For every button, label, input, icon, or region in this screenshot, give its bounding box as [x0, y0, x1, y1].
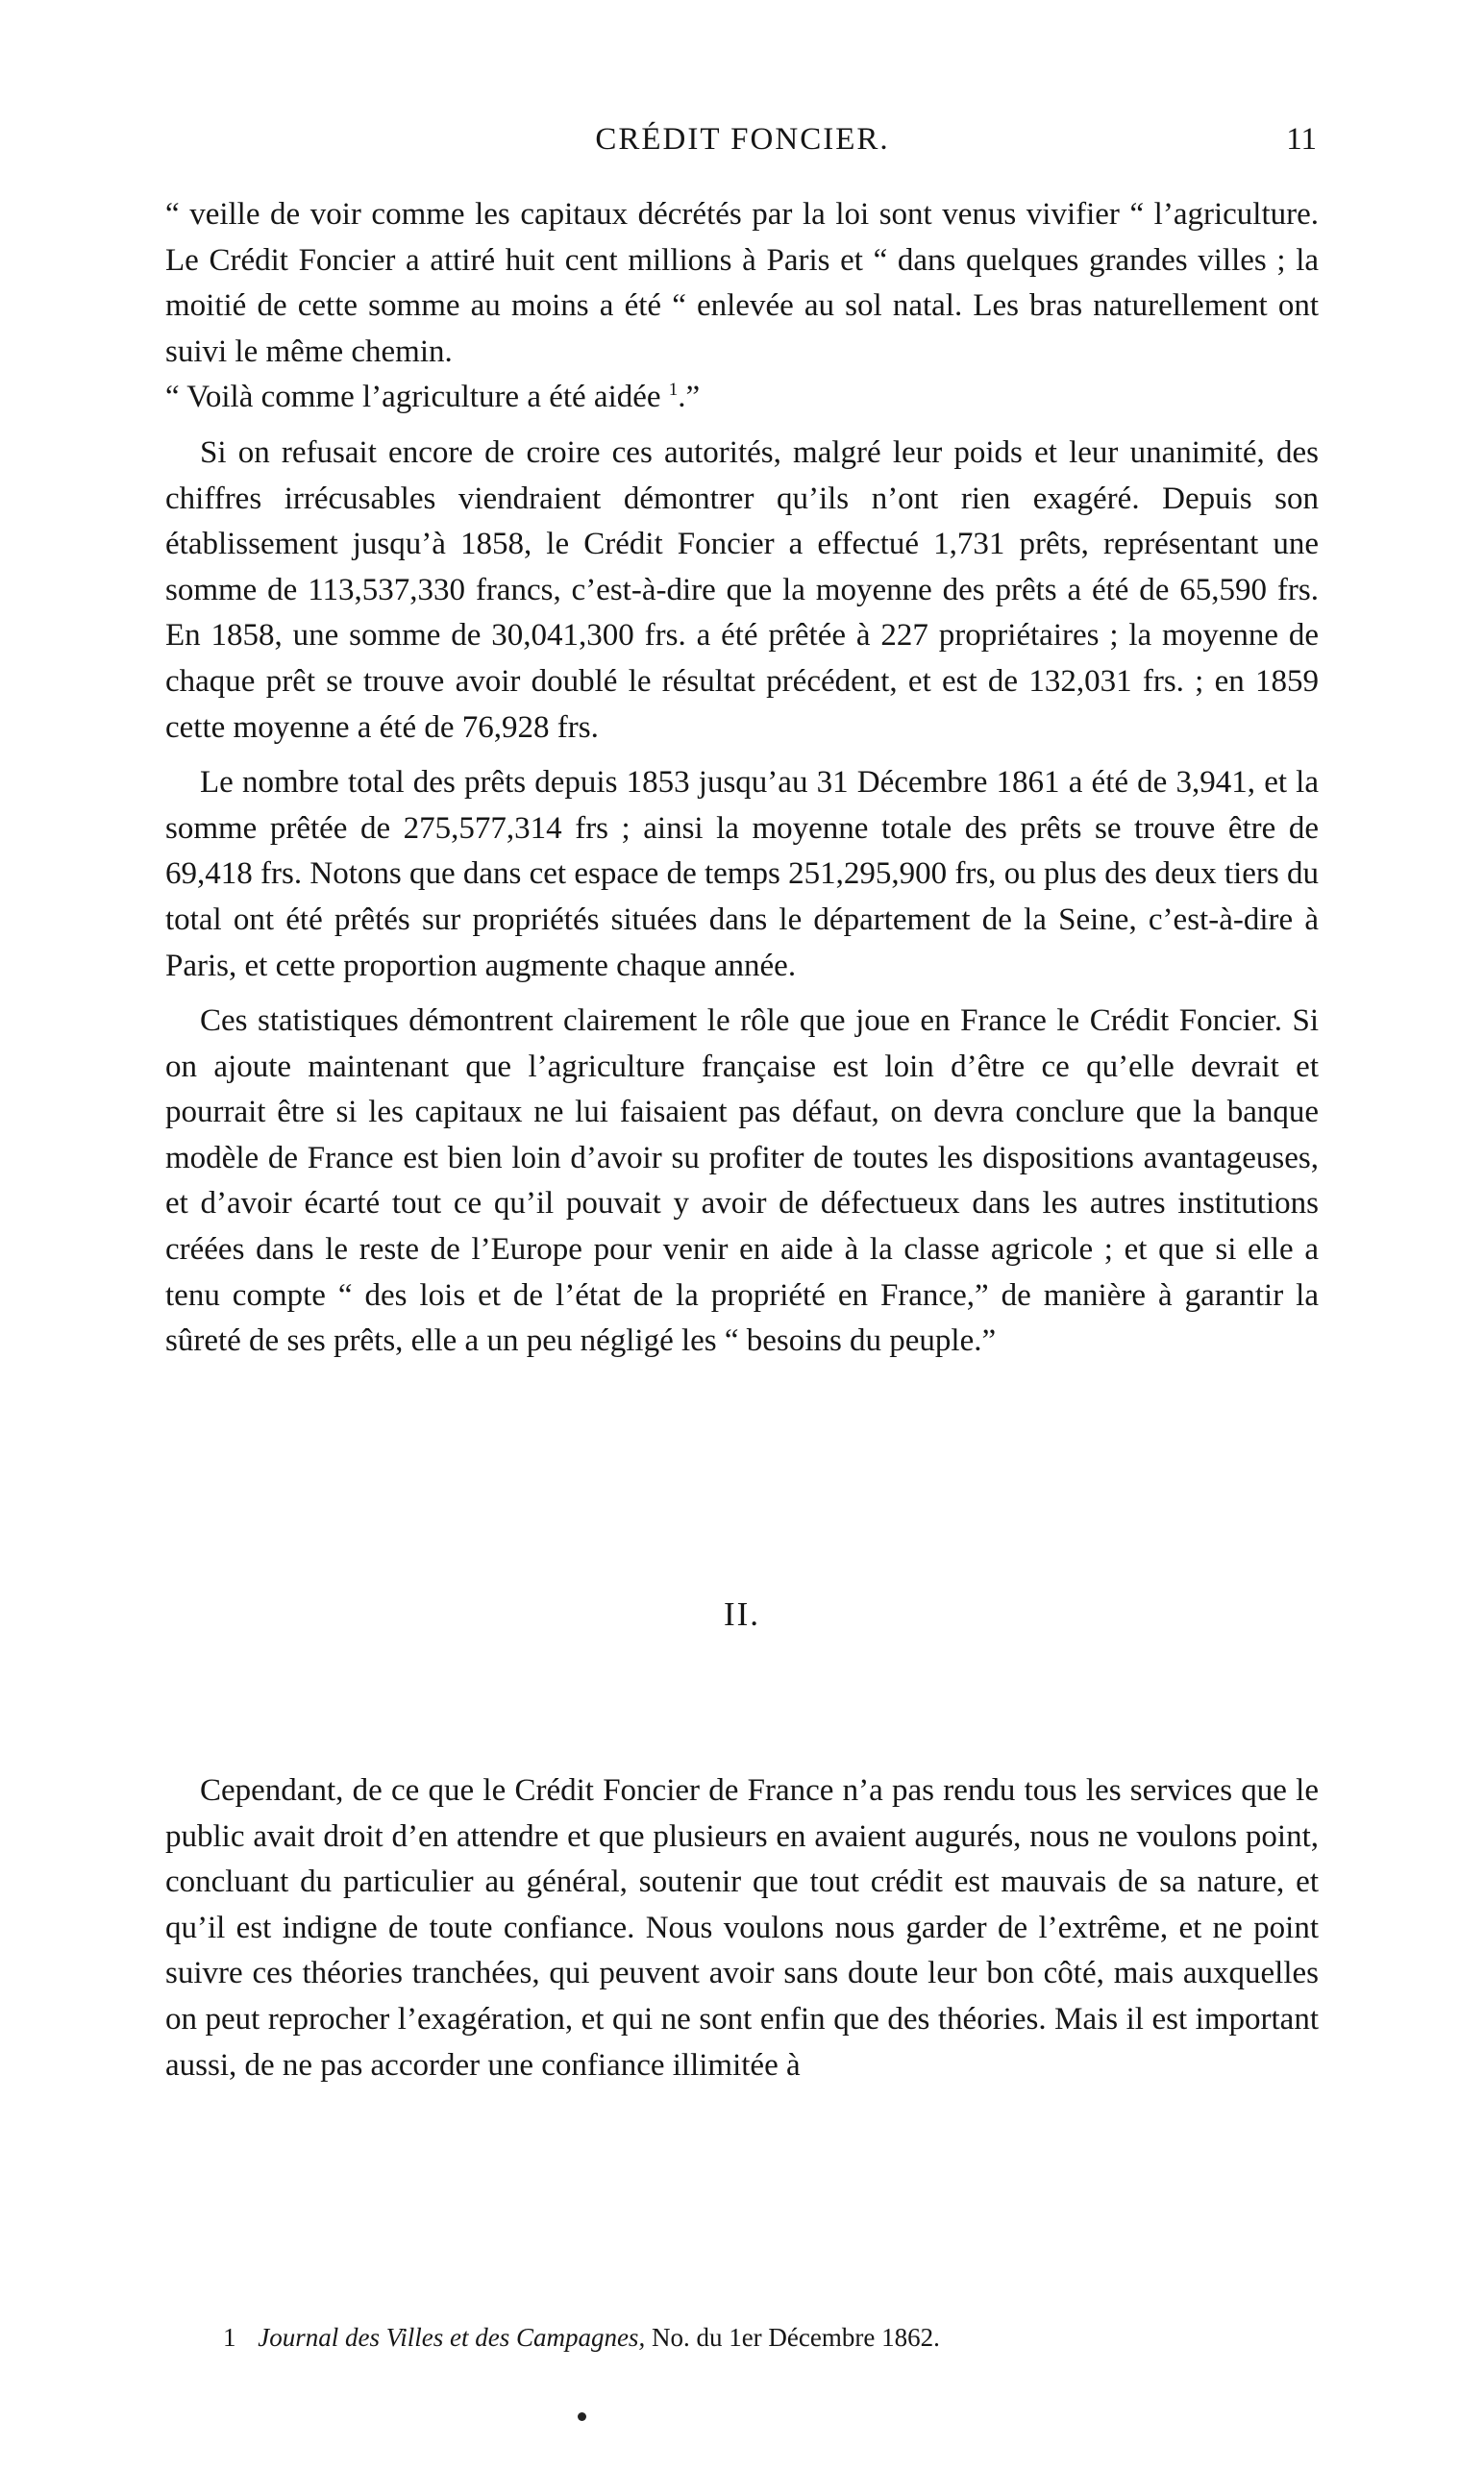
footnote-reference: 1 [668, 380, 679, 401]
footnote [223, 2319, 1280, 2356]
body-paragraph: Cependant, de ce que le Crédit Foncier de France n’a pas rendu tous les services que le public avait droit d’en attendre et que plusieurs en avaient augurés, nous ne voulons point, concluant du particulier au général, soutenir que tout crédit est mauvais de sa nature, et qu’il est indigne de toute confiance. Nous voulons nous garder de l’extrême, et ne point suivre ces théories tranchées, qui peuvent avoir sans doute leur bon côté, mais auxquelles on peut reprocher l’exagération, et qui ne sont enfin que des théories. Mais il est important aussi, de ne pas accorder une confiance illimitée à [165, 1773, 1319, 2083]
main-text [165, 192, 1319, 1365]
running-title: CRÉDIT FONCIER. [595, 122, 890, 157]
running-header [168, 115, 1317, 163]
page-number: 11 [1286, 122, 1317, 157]
quote-line: “ veille de voir comme les capitaux décrétés par la loi sont venus vivifier [165, 197, 1120, 232]
quotation-paragraph [165, 192, 1319, 421]
footnote-detail: No. du 1er Décembre 1862. [651, 2323, 940, 2352]
quote-line: “ enlevée au sol natal. Les bras naturellement ont suivi le même chemin. [165, 288, 1320, 369]
section-heading: II. [723, 1595, 761, 1633]
quote-line: “ l’agriculture. Le Crédit Foncier a attiré huit cent millions à Paris et [165, 197, 1319, 278]
ink-dot [578, 2412, 586, 2421]
footnote-source: Journal des Villes et des Campagnes, [258, 2323, 646, 2352]
quote-line: “ dans quelques grandes villes ; la moitié de cette somme au moins a été [165, 242, 1320, 324]
quote-line: “ Voilà comme l’agriculture a été aidée [165, 380, 661, 415]
body-paragraph: Ces statistiques démontrent clairement le rôle que joue en France le Crédit Foncier. Si on ajoute maintenant que l’agriculture française est loin d’être ce qu’elle devrait et pourrait être si les capitaux ne lui faisaient pas défaut, on devra conclure que la banque modèle de France est bien loin d’avoir su profiter de toutes les dispositions avantageuses, et d’avoir écarté tout ce qu’il pouvait y avoir de défectueux dans les autres institutions créées dans le reste de l’Europe pour venir en aide à la classe agricole ; et que si elle a tenu compte “ des lois et de l’état de la propriété en France,” de manière à garantir la sûreté de ses prêts, elle a un peu négligé les “ besoins du peuple.” [165, 1003, 1319, 1359]
quote-close: .” [678, 380, 701, 415]
body-paragraph: Le nombre total des prêts depuis 1853 jusqu’au 31 Décembre 1861 a été de 3,941, et la somme prêtée de 275,577,314 frs ; ainsi la moyenne totale des prêts se trouve être de 69,418 frs. Notons que dans cet espace de temps 251,295,900 frs, ou plus des deux tiers du total ont été prêtés sur propriétés situées dans le département de la Seine, c’est-à-dire à Paris, et cette proportion augmente chaque année. [165, 765, 1319, 983]
section-text [165, 1768, 1319, 2088]
body-paragraph: Si on refusait encore de croire ces autorités, malgré leur poids et leur unanimité, des chiffres irrécusables viendraient démontrer qu’ils n’ont rien exagéré. Depuis son établissement jusqu’à 1858, le Crédit Foncier a effectué 1,731 prêts, représentant une somme de 113,537,330 francs, c’est-à-dire que la moyenne des prêts a été de 65,590 frs. En 1858, une somme de 30,041,300 frs. a été prêtée à 227 propriétaires ; la moyenne de chaque prêt se trouve avoir doublé le résultat précédent, et est de 132,031 frs. ; en 1859 cette moyenne a été de 76,928 frs. [165, 434, 1319, 745]
footnote-number: 1 [223, 2323, 236, 2352]
